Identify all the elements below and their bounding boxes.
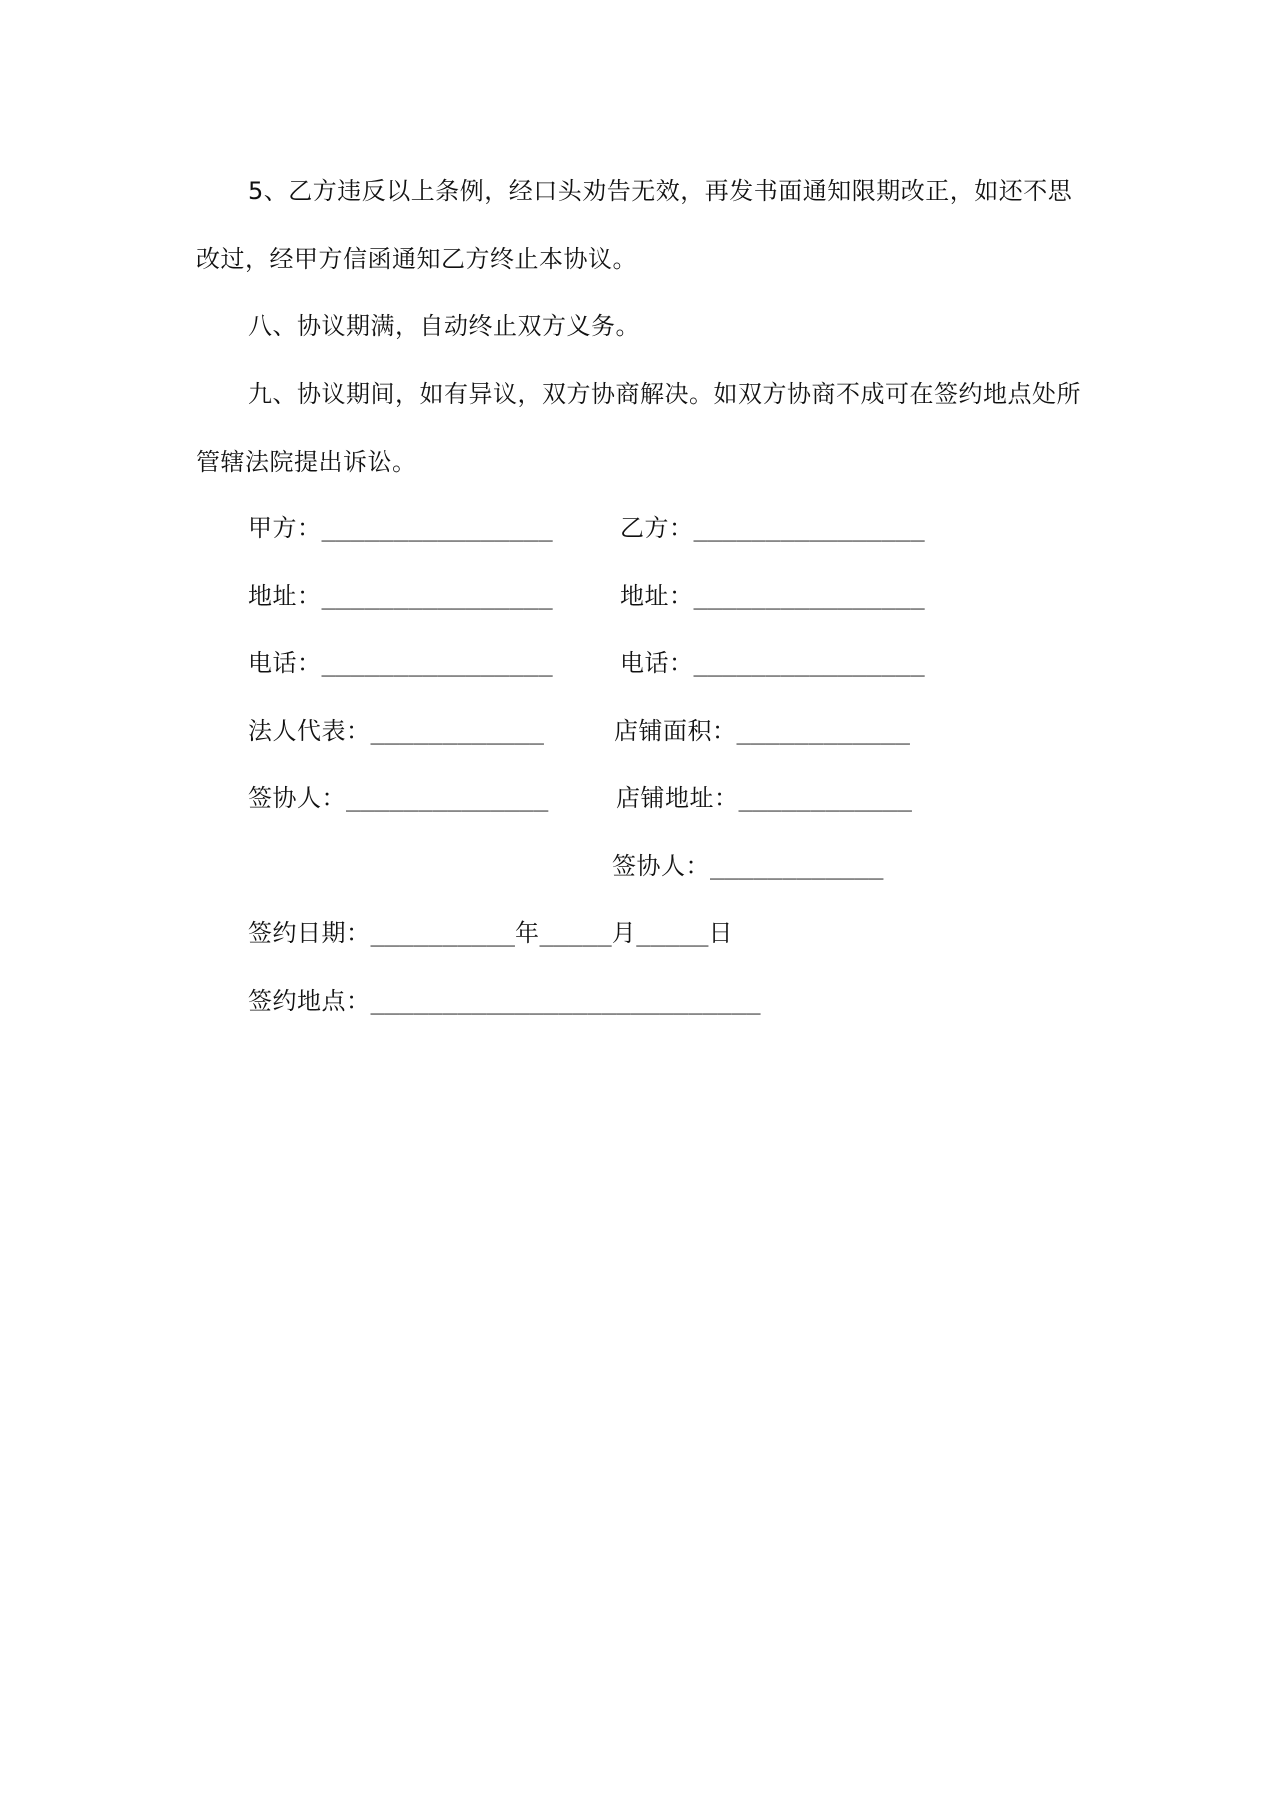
signing-month-label: 月 [611,919,637,947]
party-b-phone-row [620,647,925,679]
party-a-address-blank: ________________ [321,582,553,610]
party-a-phone-label: 电话： [248,649,322,677]
signing-month-blank: _____ [539,919,612,947]
party-b-address-row [620,580,925,612]
party-b-signer-label: 签协人： [612,852,710,880]
clause-8: 八、协议期满，自动终止双方义务。 [248,312,640,340]
party-b-name-row [620,512,925,544]
party-b-shop-area-blank: ____________ [736,717,910,745]
party-a-name-row [248,512,553,544]
party-b-shop-address-label: 店铺地址： [616,784,739,812]
clause-9: 九、协议期间，如有异议，双方协商解决。如双方协商不成可在签约地点处所管辖法院提出诉讼。 [196,380,1081,476]
party-b-name-blank: ________________ [693,514,925,542]
party-b-signer-row [612,850,883,882]
signing-day-label: 日 [708,919,733,947]
signing-year-label: 年 [515,919,540,947]
party-a-legal-rep-label: 法人代表： [248,717,371,745]
party-b-shop-address-row [616,782,912,814]
party-b-signer-blank: ____________ [710,852,884,880]
party-a-legal-rep-row [248,715,544,747]
signing-date-label: 签约日期： [248,919,371,947]
signing-date-row [248,917,733,949]
party-b-shop-address-blank: ____________ [738,784,912,812]
signing-place-label: 签约地点： [248,987,371,1015]
party-b-name-label: 乙方： [620,514,694,542]
signing-place-blank: ___________________________ [370,987,761,1015]
party-a-phone-row [248,647,553,679]
party-a-signer-label: 签协人： [248,784,346,812]
party-b-phone-label: 电话： [620,649,694,677]
party-a-name-label: 甲方： [248,514,322,542]
party-a-address-label: 地址： [248,582,322,610]
signing-place-row [248,985,761,1017]
party-a-signer-row [248,782,548,814]
clause-5: 5、乙方违反以上条例，经口头劝告无效，再发书面通知限期改正，如还不思改过，经甲方信函通知乙方终止本协议。 [196,177,1073,273]
signing-day-blank: _____ [636,919,709,947]
party-a-signer-blank: ______________ [346,784,549,812]
party-a-name-blank: ________________ [321,514,553,542]
party-b-shop-area-row [614,715,910,747]
party-b-shop-area-label: 店铺面积： [614,717,737,745]
party-b-phone-blank: ________________ [693,649,925,677]
signing-year-blank: __________ [370,919,515,947]
party-a-address-row [248,580,553,612]
party-b-address-blank: ________________ [693,582,925,610]
party-b-address-label: 地址： [620,582,694,610]
party-a-phone-blank: ________________ [321,649,553,677]
party-a-legal-rep-blank: ____________ [370,717,544,745]
